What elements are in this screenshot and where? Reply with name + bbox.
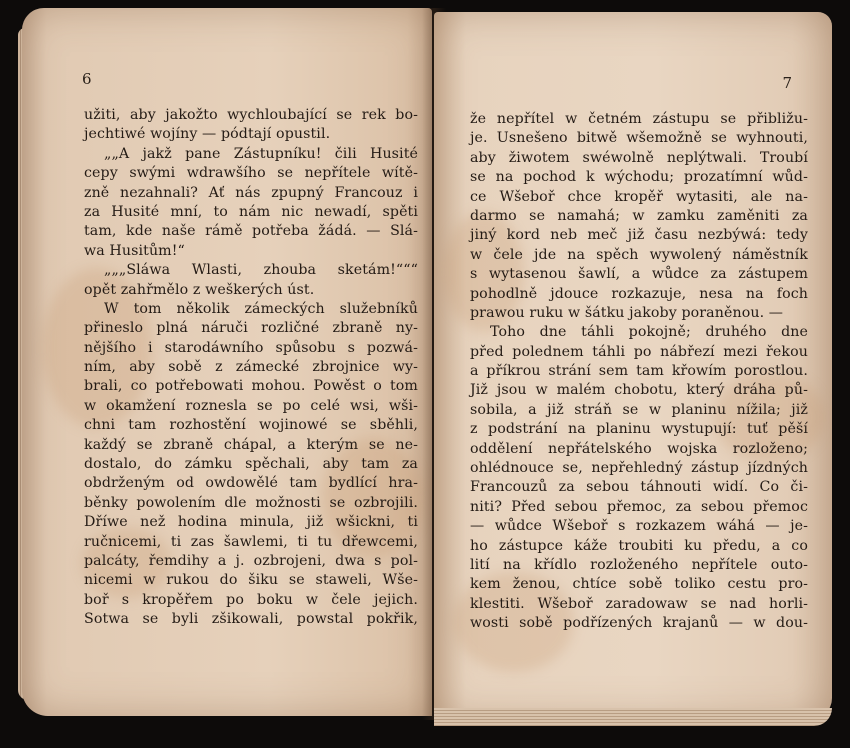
text-line: nějšího i starodáwního spůsobu s pozwá- [84,339,418,356]
text-line: chni tam rozhostění wojinowé se sběhli, [84,417,418,434]
text-line: oddělení nepřátelského wojska rozloženo; [470,440,808,457]
text-line: — wůdce Wšeboř s rozkazem wáhá — je- [470,518,808,535]
text-line: sobila, a již stráň se w planinu nížila; již [470,401,808,418]
text-line: že nepřítel w četném zástupu se přibližu- [470,111,808,127]
right-page-text [470,110,808,634]
text-line: ním, aby sobě z zámecké zbrojnice wy- [84,359,418,376]
right-page [434,12,832,720]
text-line: Toho dne táhli pokojně; druhého dne [490,324,808,341]
text-line: Francouzů za sebou táhnouti widí. Co či- [470,479,808,496]
page-number: 6 [82,70,92,88]
text-line: dostalo, do zámku spěchali, aby tam za [84,456,418,473]
text-line: za Husité mní, to nám nic newadí, spěti [84,203,418,220]
text-line: obdrženým od owdowělé tam bydlící hra- [84,475,418,492]
text-line: přineslo plná náruči rozličné zbraně ny- [84,320,418,337]
text-line: cepy swými wdrawšího se nepřítele wítě- [84,165,418,182]
text-line: brali, co potřebowati mohou. Powěst o tom [84,378,418,395]
text-line: opět zahřmělo z weškerých úst. [84,281,315,298]
text-line: aby žiwotem swéwolně neplýtwali. Troubí [470,149,808,166]
left-page [22,8,432,716]
text-line: palcáty, řemdihy a j. ozbrojeni, dwa s pol- [84,552,418,569]
text-line: „„„Sláwa Wlasti, zhouba sketám!“““ [104,262,418,279]
text-line: ce Wšeboř chce kropěř wytasiti, ale na- [470,188,808,205]
text-line: lití na křídlo rozloženého nepřítele outo- [470,556,808,573]
text-line: ručnicemi, ti zas šawlemi, ti tu dřewcemi, [84,533,418,550]
text-line: ohlédnouce se, nepřehledný zástup jízdných [470,460,808,477]
text-line: prawou ruku w šátku jakoby poraněnou. — [470,304,784,321]
text-line: nicemi w rukou do šiku se staweli, Wše- [84,572,418,589]
text-line: w čele jde na spěch wywolený náměstník [470,246,808,263]
text-line: s wytasenou šawlí, a wůdce za zástupem [470,266,808,283]
bottom-page-edges [434,708,832,726]
text-line: a příkrou strání sem tam křowím porostlou. [470,363,808,380]
text-line: wosti sobě podřízených krajanů — w dou- [470,615,808,632]
text-line: jechtiwé wojíny — pódtají opustil. [84,126,331,143]
text-line: je. Usnešeno bitwě wšemožně se wyhnouti, [470,130,808,147]
text-line: před polednem táhli po nábřezí mezi řekou [470,343,808,360]
text-line: ho zástupce káže troubiti ku předu, a co [470,537,808,554]
text-line: běnky powolením dle možnosti se ozbrojili. [84,494,418,511]
text-line: klestiti. Wšeboř zaradowaw se nad horli- [470,595,808,612]
text-line: darmo se namahá; w zamku zaměniti za [470,207,808,224]
open-book [22,8,834,730]
text-line: Dříwe než hodina minula, již wšickni, ti [84,514,418,531]
left-page-text [84,106,418,630]
text-line: W tom několik zámeckých služebníků [104,300,418,317]
text-line: niti? Před sebou přemoc, za sebou přemoc [470,498,808,515]
text-line: w okamžení roznesla se po celé wsi, wši- [84,397,418,414]
text-line: tam, kde naše rámě potřeba žádá. — Slá- [84,223,418,240]
text-line: „„A jakž pane Zástupníku! čili Husité [104,145,418,162]
text-line: zně nezahnali? Ať nás zpupný Francouz i [84,184,418,201]
text-line: z podstrání na planinu wystupují: tuť pěší [470,421,808,438]
text-line: pohodlně jdouce rozkazuje, nesa na foch [470,285,808,302]
text-line: jiný kord neb meč již času nezbýwá: tedy [470,227,808,244]
text-line: Sotwa se byli zšikowali, powstal pokřik, [84,611,418,628]
text-line: každý se zbraně chápal, a kterým se ne- [84,436,418,453]
text-line: se na pochod k wýchodu; prozatímní wůd- [470,169,808,186]
page-number: 7 [782,74,792,92]
text-line: boř s kropěřem po boku w čele jejich. [84,591,418,608]
text-line: užiti, aby jakožto wychloubající se rek bo- [84,107,418,123]
text-line: Již jsou w malém chobotu, který dráha pů- [470,382,808,399]
text-line: wa Husitům!“ [84,242,185,259]
text-line: kem ženou, chtíce sobě toliko cestu pro- [470,576,808,593]
